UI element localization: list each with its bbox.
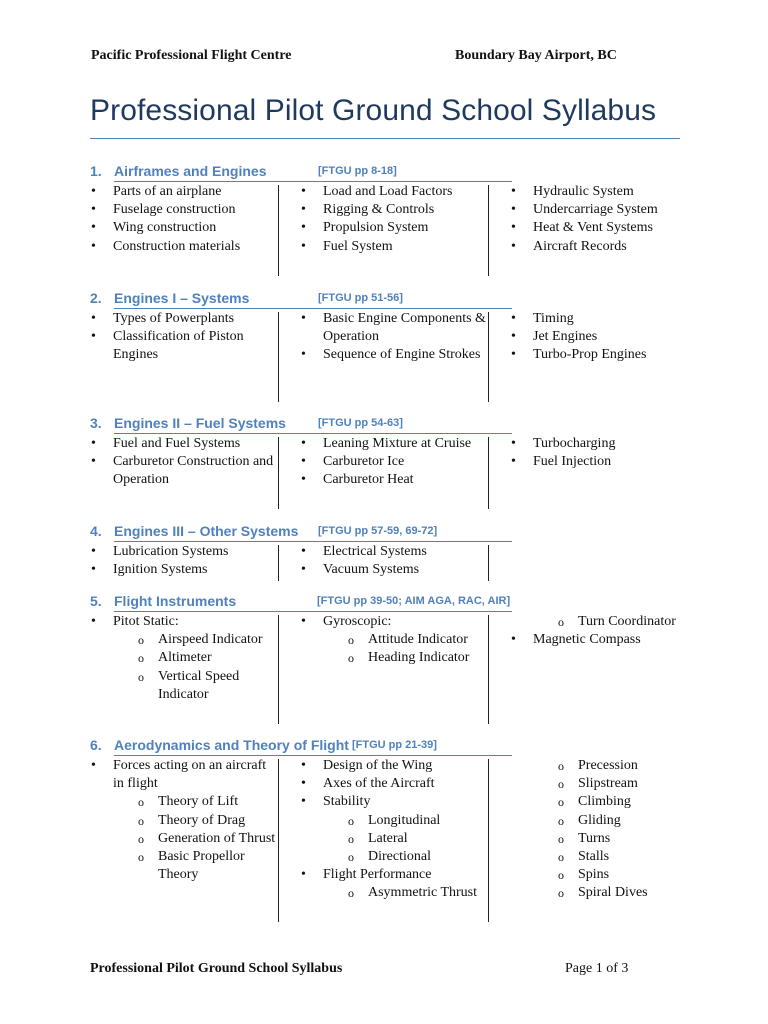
list-subitem: o Turns — [510, 830, 680, 848]
document-title: Professional Pilot Ground School Syllabus — [90, 94, 657, 127]
syllabus-section-6 — [90, 737, 680, 901]
list-item: • Forces acting on an aircraft in flight — [90, 757, 276, 793]
list-item: • Aircraft Records — [510, 238, 680, 256]
section-underline — [114, 433, 512, 434]
list-item: • Load and Load Factors — [300, 183, 488, 201]
list-subitem: o Generation of Thrust — [90, 830, 276, 848]
column-divider — [278, 545, 279, 581]
syllabus-section-4 — [90, 523, 680, 578]
section-column-2 — [300, 757, 488, 903]
section-title: Airframes and Engines — [114, 163, 267, 179]
list-item: • Vacuum Systems — [300, 561, 488, 579]
list-item: • Turbo-Prop Engines — [510, 346, 680, 364]
column-divider — [488, 312, 489, 402]
list-subitem: o Attitude Indicator — [300, 631, 488, 649]
header-organization: Pacific Professional Flight Centre — [91, 48, 292, 63]
section-heading — [90, 593, 680, 611]
section-heading — [90, 737, 680, 755]
list-item: • Magnetic Compass — [510, 631, 680, 649]
section-title: Flight Instruments — [114, 593, 237, 609]
list-subitem: o Heading Indicator — [300, 649, 488, 667]
section-column-2 — [300, 183, 488, 256]
list-item: • Turbocharging — [510, 435, 680, 453]
column-divider — [278, 615, 279, 724]
list-item: • Stability — [300, 793, 488, 811]
section-number: 1. — [90, 163, 102, 179]
section-title: Aerodynamics and Theory of Flight — [114, 737, 349, 753]
list-subitem: o Slipstream — [510, 775, 680, 793]
list-subitem: o Turn Coordinator — [510, 613, 680, 631]
section-title: Engines I – Systems — [114, 290, 250, 306]
section-number: 6. — [90, 737, 102, 753]
list-item: • Sequence of Engine Strokes — [300, 346, 488, 364]
list-subitem: o Stalls — [510, 848, 680, 866]
section-title: Engines II – Fuel Systems — [114, 415, 286, 431]
list-subitem: o Asymmetric Thrust — [300, 884, 488, 902]
column-divider — [278, 312, 279, 402]
section-heading — [90, 415, 680, 433]
list-subitem: o Theory of Lift — [90, 793, 276, 811]
list-item: • Heat & Vent Systems — [510, 219, 680, 237]
list-item: • Gyroscopic: — [300, 613, 488, 631]
section-reference: [FTGU pp 54-63] — [318, 417, 403, 429]
list-subitem: o Spins — [510, 866, 680, 884]
column-divider — [488, 615, 489, 724]
list-item: • Fuel Injection — [510, 453, 680, 471]
section-heading — [90, 523, 680, 541]
section-heading — [90, 290, 680, 308]
section-column-1 — [90, 543, 276, 579]
list-item: • Axes of the Aircraft — [300, 775, 488, 793]
list-subitem: o Altimeter — [90, 649, 276, 667]
list-subitem: o Airspeed Indicator — [90, 631, 276, 649]
column-divider — [278, 759, 279, 922]
list-item: • Hydraulic System — [510, 183, 680, 201]
syllabus-section-1 — [90, 163, 680, 254]
list-subitem: o Longitudinal — [300, 812, 488, 830]
section-reference: [FTGU pp 57-59, 69-72] — [318, 525, 438, 537]
section-column-2 — [300, 543, 488, 579]
list-subitem: o Precession — [510, 757, 680, 775]
list-item: • Jet Engines — [510, 328, 680, 346]
list-item: • Pitot Static: — [90, 613, 276, 631]
list-subitem: o Lateral — [300, 830, 488, 848]
list-item: • Fuselage construction — [90, 201, 276, 219]
list-item: • Electrical Systems — [300, 543, 488, 561]
section-column-1 — [90, 435, 276, 490]
column-divider — [488, 437, 489, 509]
section-column-1 — [90, 757, 276, 884]
section-column-1 — [90, 310, 276, 365]
list-item: • Fuel and Fuel Systems — [90, 435, 276, 453]
section-column-3 — [510, 310, 680, 365]
list-subitem: o Directional — [300, 848, 488, 866]
column-divider — [488, 759, 489, 922]
section-column-2 — [300, 435, 488, 490]
section-reference: [FTGU pp 21-39] — [352, 739, 437, 751]
header-location: Boundary Bay Airport, BC — [455, 48, 617, 63]
section-column-3 — [510, 613, 680, 649]
list-item: • Ignition Systems — [90, 561, 276, 579]
section-underline — [114, 308, 512, 309]
list-subitem: o Climbing — [510, 793, 680, 811]
list-subitem: o Spiral Dives — [510, 884, 680, 902]
section-column-2 — [300, 310, 488, 365]
list-item: • Leaning Mixture at Cruise — [300, 435, 488, 453]
section-column-1 — [90, 183, 276, 256]
section-reference: [FTGU pp 39-50; AIM AGA, RAC, AIR] — [317, 595, 511, 607]
section-column-3 — [510, 435, 680, 471]
footer-title: Professional Pilot Ground School Syllabus — [90, 961, 343, 976]
list-item: • Timing — [510, 310, 680, 328]
column-divider — [278, 185, 279, 276]
title-rule — [90, 138, 680, 139]
list-item: • Design of the Wing — [300, 757, 488, 775]
list-item: • Carburetor Ice — [300, 453, 488, 471]
section-number: 5. — [90, 593, 102, 609]
section-column-2 — [300, 613, 488, 668]
section-underline — [114, 541, 512, 542]
list-item: • Carburetor Heat — [300, 471, 488, 489]
section-title: Engines III – Other Systems — [114, 523, 299, 539]
list-item: • Flight Performance — [300, 866, 488, 884]
list-item: • Lubrication Systems — [90, 543, 276, 561]
section-column-3 — [510, 183, 680, 256]
section-heading — [90, 163, 680, 181]
section-reference: [FTGU pp 51-56] — [318, 292, 403, 304]
list-item: • Construction materials — [90, 238, 276, 256]
column-divider — [488, 185, 489, 276]
section-number: 4. — [90, 523, 102, 539]
section-column-3 — [510, 757, 680, 903]
syllabus-section-5 — [90, 593, 680, 702]
list-subitem: o Theory of Drag — [90, 812, 276, 830]
section-reference: [FTGU pp 8-18] — [318, 165, 397, 177]
section-underline — [114, 755, 512, 756]
list-item: • Wing construction — [90, 219, 276, 237]
column-divider — [488, 545, 489, 581]
section-underline — [114, 611, 512, 612]
list-item: • Basic Engine Components & Operation — [300, 310, 488, 346]
list-subitem: o Vertical Speed Indicator — [90, 668, 276, 704]
syllabus-section-3 — [90, 415, 680, 488]
list-item: • Classification of Piston Engines — [90, 328, 276, 364]
column-divider — [278, 437, 279, 509]
section-column-1 — [90, 613, 276, 704]
list-subitem: o Basic Propellor Theory — [90, 848, 276, 884]
list-item: • Carburetor Construction and Operation — [90, 453, 276, 489]
list-item: • Undercarriage System — [510, 201, 680, 219]
section-number: 2. — [90, 290, 102, 306]
list-item: • Rigging & Controls — [300, 201, 488, 219]
syllabus-section-2 — [90, 290, 680, 363]
list-subitem: o Gliding — [510, 812, 680, 830]
section-underline — [114, 181, 512, 182]
list-item: • Propulsion System — [300, 219, 488, 237]
section-number: 3. — [90, 415, 102, 431]
list-item: • Fuel System — [300, 238, 488, 256]
list-item: • Parts of an airplane — [90, 183, 276, 201]
list-item: • Types of Powerplants — [90, 310, 276, 328]
page-number: Page 1 of 3 — [565, 961, 629, 976]
